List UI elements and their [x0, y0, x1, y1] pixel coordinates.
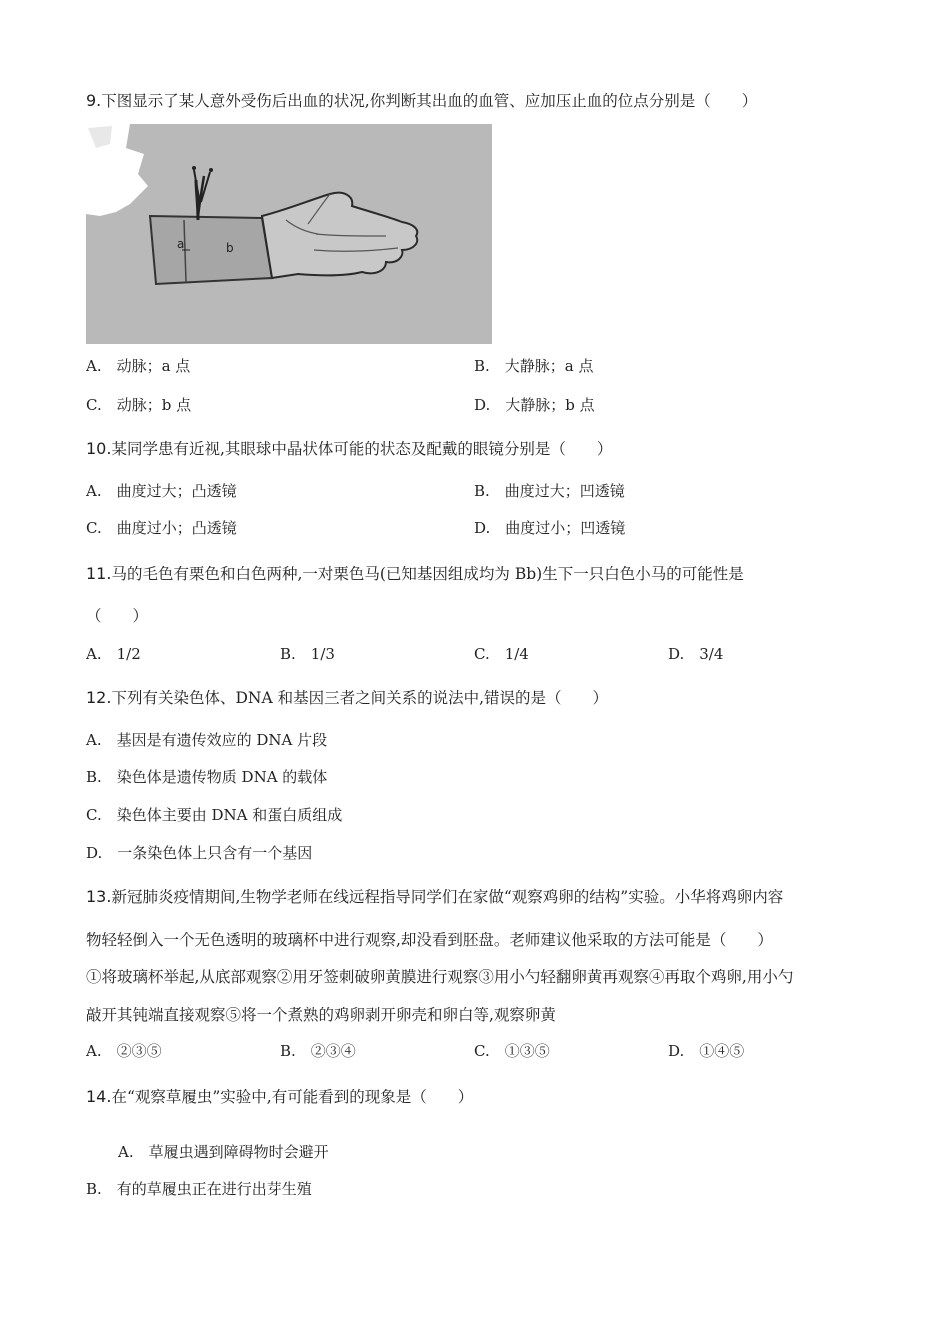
question-10-stem: 10.某同学患有近视,其眼球中晶状体可能的状态及配戴的眼镜分别是（ ）: [86, 439, 613, 458]
bleeding-hand-figure: [86, 124, 492, 344]
q12-option-c: C. 染色体主要由 DNA 和蛋白质组成: [86, 806, 343, 824]
q14-option-a: A. 草履虫遇到障碍物时会避开: [118, 1143, 329, 1161]
q9-option-c: C. 动脉；b 点: [86, 396, 192, 414]
q10-option-a: A. 曲度过大；凸透镜: [86, 482, 237, 500]
question-12-stem: 12.下列有关染色体、DNA 和基因三者之间关系的说法中,错误的是（ ）: [86, 688, 608, 707]
q13-option-b: B. ②③④: [280, 1042, 356, 1060]
q9-option-b: B. 大静脉；a 点: [474, 357, 594, 375]
q11-option-b: B. 1/3: [280, 645, 335, 663]
question-13-stem-line-3: ①将玻璃杯举起,从底部观察②用牙签刺破卵黄膜进行观察③用小勺轻翻卵黄再观察④再取个鸡卵,用小勺: [86, 968, 794, 986]
q13-option-c: C. ①③⑤: [474, 1042, 550, 1060]
q12-option-a: A. 基因是有遗传效应的 DNA 片段: [86, 731, 328, 749]
q13-option-d: D. ①④⑤: [668, 1042, 745, 1060]
q11-option-c: C. 1/4: [474, 645, 529, 663]
q11-option-d: D. 3/4: [668, 645, 724, 663]
q11-option-a: A. 1/2: [86, 645, 141, 663]
q10-option-d: D. 曲度过小；凹透镜: [474, 519, 626, 537]
q13-option-a: A. ②③⑤: [86, 1042, 162, 1060]
question-11-stem-cont: （ ）: [86, 607, 149, 625]
question-9-stem: 9.下图显示了某人意外受伤后出血的状况,你判断其出血的血管、应加压止血的位点分别是（ ）: [86, 91, 758, 110]
figure-label-b: b: [226, 241, 234, 255]
question-11-stem: 11.马的毛色有栗色和白色两种,一对栗色马(已知基因组成均为 Bb)生下一只白色小马的可能性是: [86, 564, 744, 583]
q12-option-d: D. 一条染色体上只含有一个基因: [86, 844, 313, 862]
question-13-stem-line-2: 物轻轻倒入一个无色透明的玻璃杯中进行观察,却没看到胚盘。老师建议他采取的方法可能是（ ）: [86, 931, 773, 949]
q10-option-c: C. 曲度过小；凸透镜: [86, 519, 237, 537]
question-14-stem: 14.在“观察草履虫”实验中,有可能看到的现象是（ ）: [86, 1087, 474, 1106]
q14-option-b: B. 有的草履虫正在进行出芽生殖: [86, 1180, 312, 1198]
q9-option-a: A. 动脉；a 点: [86, 357, 191, 375]
question-13-stem: 13.新冠肺炎疫情期间,生物学老师在线远程指导同学们在家做“观察鸡卵的结构”实验。小华将鸡卵内容: [86, 887, 784, 906]
q9-option-d: D. 大静脉；b 点: [474, 396, 595, 414]
question-13-stem-line-4: 敲开其钝端直接观察⑤将一个煮熟的鸡卵剥开卵壳和卵白等,观察卵黄: [86, 1006, 556, 1024]
q10-option-b: B. 曲度过大；凹透镜: [474, 482, 625, 500]
figure-label-a: a: [177, 237, 185, 251]
q12-option-b: B. 染色体是遗传物质 DNA 的载体: [86, 768, 328, 786]
